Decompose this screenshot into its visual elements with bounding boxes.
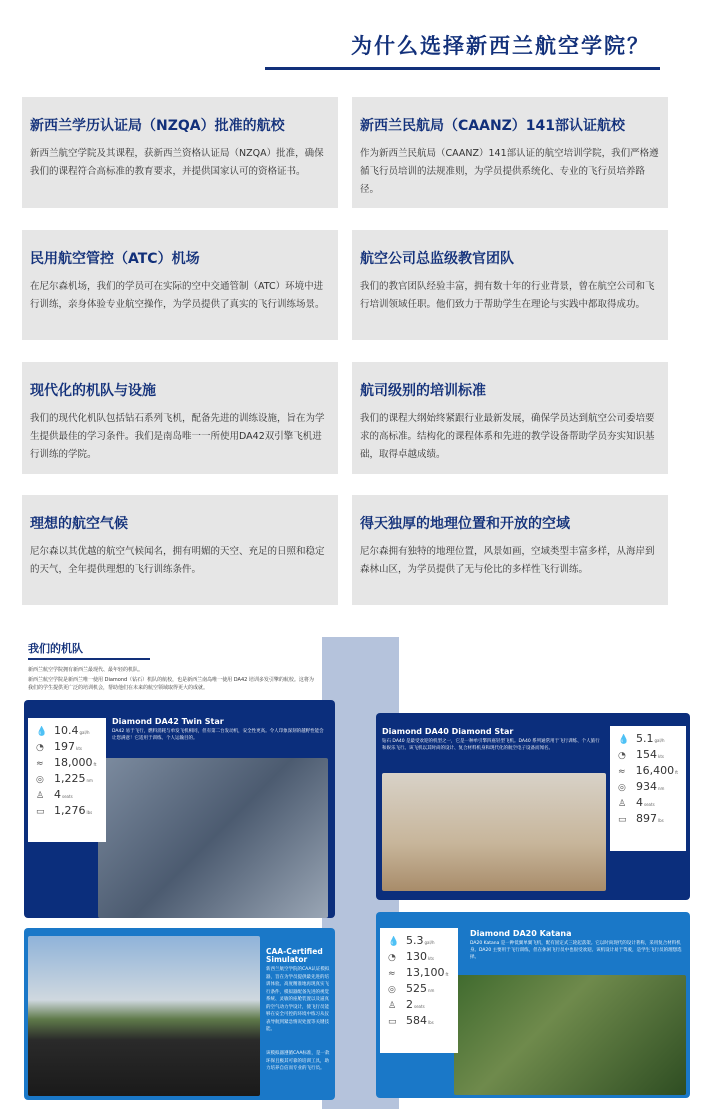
fuel-icon: 💧 <box>36 727 48 737</box>
fleet-intro-2: 新西兰航空学院是新西兰唯一使用 Diamond（钻石）机队的航校，也是新西兰南岛唯一使用 DA42 培训多发引擎的航校。这将为我们的学生提供更广泛的培训机会，帮助他们在未来的航空领域取得更大的成就。 <box>28 677 314 691</box>
spec-value: 130 <box>406 950 427 963</box>
reason-title: 民用航空管控（ATC）机场 <box>30 251 200 267</box>
spec-value: 4 <box>54 788 61 801</box>
spec-row <box>618 732 678 748</box>
plane-card-da40 <box>376 713 690 900</box>
reason-text: 尼尔森拥有独特的地理位置，风景如画，空域类型丰富多样，从海岸到森林山区，为学员提供了无与伦比的多样性飞行训练。 <box>360 546 655 575</box>
spec-unit: seats <box>644 802 655 807</box>
spec-unit: kts <box>658 754 664 759</box>
altitude-icon: ≈ <box>618 767 626 777</box>
reason-card <box>352 362 668 474</box>
fleet-intro-1: 新西兰航空学院拥有新西兰最现代、最年轻的机队。 <box>28 667 144 673</box>
spec-row <box>36 756 98 772</box>
da40-photo <box>382 773 606 891</box>
reason-title: 航司级别的培训标准 <box>360 383 486 399</box>
spec-value: 18,000 <box>54 756 93 769</box>
spec-value: 5.3 <box>406 934 424 947</box>
fuel-icon: 💧 <box>388 937 400 947</box>
spec-unit: gal/h <box>424 940 435 945</box>
spec-unit: ft <box>445 972 449 977</box>
spec-row <box>618 780 678 796</box>
speed-icon: ◔ <box>388 953 396 963</box>
speed-icon: ◔ <box>36 743 44 753</box>
spec-row <box>618 764 678 780</box>
reason-card <box>352 230 668 340</box>
reason-title: 得天独厚的地理位置和开放的空域 <box>360 516 570 532</box>
spec-row <box>618 812 678 828</box>
plane-description: DA42 易于飞行，燃料消耗与单发飞机相同，但有第二台发动机，安全性更高。令人印象深刻的越野性能会让您满意！它适用于训练、个人运输目的。 <box>112 729 324 741</box>
da20-photo <box>454 975 686 1095</box>
plane-name: Diamond DA20 Katana <box>470 929 572 938</box>
spec-value: 10.4 <box>54 724 79 737</box>
spec-panel <box>28 718 106 842</box>
spec-row <box>388 998 450 1014</box>
range-icon: ◎ <box>618 783 626 793</box>
spec-panel <box>380 928 458 1053</box>
spec-row <box>618 796 678 812</box>
spec-unit: nm <box>658 786 665 791</box>
seats-icon: ♙ <box>388 1001 397 1011</box>
range-icon: ◎ <box>36 775 44 785</box>
speed-icon: ◔ <box>618 751 626 761</box>
spec-panel <box>610 726 686 851</box>
weight-icon: ▭ <box>618 815 627 825</box>
plane-card-da42 <box>24 700 335 918</box>
spec-unit: kts <box>76 746 82 751</box>
spec-unit: lbs <box>658 818 664 823</box>
weight-icon: ▭ <box>36 807 45 817</box>
reason-text: 作为新西兰民航局（CAANZ）141部认证的航空培训学院，我们严格遵循飞行员培训的法规准则，为学员提供系统化、专业的飞行员培养路径。 <box>360 148 659 195</box>
reason-text: 我们的教官团队经验丰富，拥有数十年的行业背景，曾在航空公司和飞行培训领域任职。他们致力于帮助学生在理论与实践中都取得成功。 <box>360 281 655 310</box>
plane-card-da20 <box>376 912 690 1098</box>
reason-title: 现代化的机队与设施 <box>30 383 156 399</box>
reason-card <box>22 362 338 474</box>
spec-unit: lbs <box>428 1020 434 1025</box>
spec-row <box>618 748 678 764</box>
spec-unit: nm <box>86 778 93 783</box>
spec-value: 2 <box>406 998 413 1011</box>
simulator-title: CAA-Certified Simulator <box>266 947 323 964</box>
weight-icon: ▭ <box>388 1017 397 1027</box>
reason-text: 在尼尔森机场，我们的学员可在实际的空中交通管制（ATC）环境中进行训练，亲身体验专业航空操作，为学员提供了真实的飞行训练场景。 <box>30 281 325 310</box>
reason-title: 理想的航空气候 <box>30 516 128 532</box>
spec-value: 13,100 <box>406 966 445 979</box>
title-underline <box>265 67 660 70</box>
plane-name: Diamond DA42 Twin Star <box>112 717 224 726</box>
reason-card <box>22 97 338 208</box>
spec-row <box>388 982 450 998</box>
spec-row <box>36 804 98 820</box>
spec-value: 154 <box>636 748 657 761</box>
spec-value: 1,276 <box>54 804 86 817</box>
spec-unit: lbs <box>86 810 93 815</box>
spec-value: 934 <box>636 780 657 793</box>
spec-row <box>388 1014 450 1030</box>
spec-unit: seats <box>62 794 73 799</box>
spec-row <box>36 772 98 788</box>
spec-value: 897 <box>636 812 657 825</box>
seats-icon: ♙ <box>36 791 45 801</box>
spec-value: 197 <box>54 740 75 753</box>
reason-text: 我们的课程大纲始终紧跟行业最新发展，确保学员达到航空公司委培要求的高标准。结构化的课程体系和先进的教学设备帮助学员夯实知识基础，取得卓越成绩。 <box>360 413 655 460</box>
spec-unit: kts <box>428 956 434 961</box>
spec-row <box>388 950 450 966</box>
altitude-icon: ≈ <box>36 759 44 769</box>
reason-text: 新西兰航空学院及其课程，获新西兰资格认证局（NZQA）批准，确保我们的课程符合高标准的教育要求，并提供国家认可的资格证书。 <box>30 148 324 177</box>
spec-unit: ft <box>675 770 678 775</box>
reason-title: 新西兰民航局（CAANZ）141部认证航校 <box>360 118 626 134</box>
spec-value: 1,225 <box>54 772 86 785</box>
reason-card <box>352 97 668 208</box>
spec-row <box>36 788 98 804</box>
reason-title: 航空公司总监级教官团队 <box>360 251 514 267</box>
fleet-heading: 我们的机队 <box>28 642 83 655</box>
spec-value: 584 <box>406 1014 427 1027</box>
spec-value: 16,400 <box>635 764 675 777</box>
simulator-photo <box>28 936 260 1096</box>
reason-card <box>22 230 338 340</box>
range-icon: ◎ <box>388 985 396 995</box>
spec-row <box>388 934 450 950</box>
spec-value: 5.1 <box>636 732 654 745</box>
spec-unit: gal/h <box>79 730 90 735</box>
reason-text: 我们的现代化机队包括钻石系列飞机，配备先进的训练设施，旨在为学生提供最佳的学习条件。我们是南岛唯一一所使用DA42双引擎飞机进行训练的学院。 <box>30 413 325 460</box>
plane-description: DA20 Katana 是一种低翼单翼飞机，配有固定式三轮起落架。它以时尚现代的设计著称，采用复合材料机身。DA20 主要用于飞行训练，但在休闲飞行员中也很受欢迎。该机设计易于驾驶，是学生飞行员的理想选择。 <box>470 941 682 960</box>
plane-description: 钻石 DA40 是最受欢迎的机型之一，它是一种单引擎四座轻型飞机。DA40 系列通常用于飞行训练、个人旅行和娱乐飞行。该飞机以其时尚的设计、复合材料机身和现代化的航空电子设备而闻名。 <box>382 739 600 751</box>
spec-unit: nm <box>428 988 435 993</box>
page-title: 为什么选择新西兰航空学院？ <box>351 34 650 58</box>
da42-photo <box>98 758 328 918</box>
spec-value: 4 <box>636 796 643 809</box>
seats-icon: ♙ <box>618 799 627 809</box>
spec-row <box>36 740 98 756</box>
simulator-text-2: 该模拟器遵循CAA标准，是一款环保且极其可靠的培训工具，助力培养自信而专业的飞行员。 <box>266 1051 330 1071</box>
spec-value: 525 <box>406 982 427 995</box>
simulator-card <box>24 928 335 1100</box>
spec-unit: gal/h <box>654 738 665 743</box>
reason-card <box>22 495 338 605</box>
spec-unit: seats <box>414 1004 425 1009</box>
reason-text: 尼尔森以其优越的航空气候闻名，拥有明媚的天空、充足的日照和稳定的天气，全年提供理想的飞行训练条件。 <box>30 546 325 575</box>
fleet-underline <box>28 658 150 660</box>
spec-row <box>36 724 98 740</box>
spec-row <box>388 966 450 982</box>
altitude-icon: ≈ <box>388 969 396 979</box>
spec-unit: ft <box>93 762 97 767</box>
reason-title: 新西兰学历认证局（NZQA）批准的航校 <box>30 118 285 134</box>
fuel-icon: 💧 <box>618 735 630 745</box>
plane-name: Diamond DA40 Diamond Star <box>382 727 514 736</box>
reason-card <box>352 495 668 605</box>
simulator-text: 新西兰航空学院的CAA认证模拟器，旨在为学员提供最先进的培训体验。高度精准地再现真实飞行条件，模拟器配备先进的视觉系统、灵敏的座舱装置以及逼真的空气动力学设计，使飞行员能够在安全可控的环境中练习从仪表导航到紧急情况处置等关键技能。 <box>266 967 330 1032</box>
